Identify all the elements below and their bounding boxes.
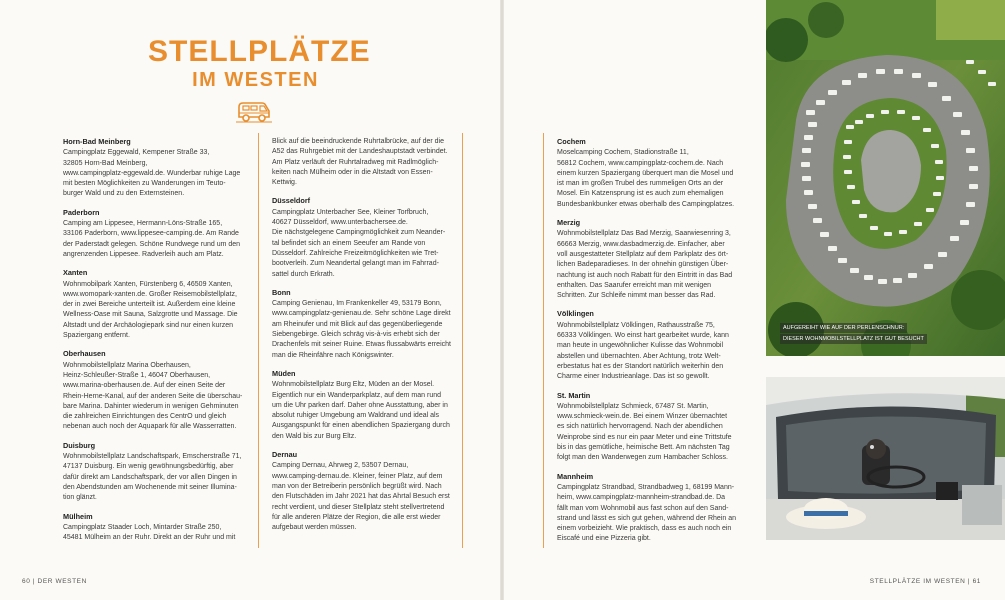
entry-text: Wohnmobilstellplatz Marina Oberhausen, Heinz-Schleußer-Straße 1, 46047 Oberhausen, www.marina-oberhausen.de. Auf der einen Seite der Rhein-Herne-Kanal, auf der anderen Seite die überschau- bare Marina. Dahinter wiederum in wenigen Gehminuten die zahlreichen Einrichtungen des CentrO und gleich nebenan auch noch der Aquapark für alle Wasserratten.: [63, 361, 243, 431]
caption-line-1: AUFGEREIHT WIE AUF DER PERLENSCHNUR:: [780, 323, 907, 333]
entry-heading: Mülheim: [63, 511, 93, 521]
page-title: [148, 35, 371, 92]
title-line-2: IM WESTEN: [192, 69, 319, 91]
entry-text: Camping Genienau, Im Frankenkeller 49, 53179 Bonn, www.campingplatz-genienau.de. Sehr schöne Lage direkt am Rheinufer und mit Blick auf das gegenüberliegende Siebengebirge. Gleich schräg vis-à-vis erhebt sich der Drachenfels mit seiner Ruine. Etwas flussabwärts erreicht man die Rheinfähre nach Königswinter.: [272, 300, 451, 359]
entry-mueden: [272, 369, 452, 442]
entry-heading: Horn-Bad Meinberg: [63, 137, 131, 146]
entry-heading: Merzig: [557, 218, 581, 228]
text-column-1: [63, 137, 248, 551]
entry-text: Blick auf die beeindruckende Ruhrtalbrücke, auf der die A52 das Ruhrgebiet mit der Landeshauptstadt verbindet. Am Platz verläuft der Ruhrtalradweg mit Radlmöglich- keiten nach Mülheim oder in die Altstadt von Essen- Kettwig.: [272, 138, 448, 187]
entry-bonn: [272, 288, 452, 361]
entry-text: Campingplatz Staader Loch, Mintarder Straße 250, 45481 Mülheim an der Ruhr. Direkt an der Ruhr und mit: [63, 523, 236, 542]
entry-heading: Paderborn: [63, 207, 100, 217]
entry-merzig: [557, 218, 744, 301]
text-column-3: [557, 137, 744, 553]
entry-mannheim: [557, 472, 744, 545]
entry-text: Campingplatz Unterbacher See, Kleiner Torfbruch, 40627 Düsseldorf, www.unterbachersee.de. Die nächstgelegene Campingmöglichkeit zum Neander- tal befindet sich an einem Seeufer am Rande von Düsseldorf. Zahlreiche Freizeitmöglichkeiten wie Tret- bootverleih. Zum Neandertal gelangt man im Fahrrad- sattel durch Erkrath.: [272, 208, 446, 278]
folio-left: 60 | DER WESTEN: [22, 578, 87, 585]
column-divider: [543, 133, 544, 548]
book-gutter: [500, 0, 504, 600]
entry-heading: St. Martin: [557, 390, 591, 400]
camper-van-icon: [236, 99, 272, 125]
entry-horn-bad-meinberg: [63, 137, 248, 200]
entry-cochem: [557, 137, 744, 210]
entry-voelklingen: [557, 309, 744, 382]
folio-right: STELLPLÄTZE IM WESTEN | 61: [869, 578, 981, 585]
entry-heading: Duisburg: [63, 440, 96, 450]
entry-text: Camping Dernau, Ahrweg 2, 53507 Dernau, www.camping-dernau.de. Kleiner, feiner Platz, auf dem man von der Betreiberin persönlich begrüßt wird. Nach den Flutschäden im Jahr 2021 hat das Ahrtal Besuch erst recht verdient, und dieser Stellplatz steht stellvertretend für alle anderen Plätze der Region, die alle erst wieder aufgebaut werden müssen.: [272, 462, 450, 532]
entry-heading: Völklingen: [557, 309, 594, 319]
entry-text: Wohnmobilstellplatz Schmieck, 67487 St. Martin, www.schmieck-wein.de. Bei einem Winzer übernachtet es sich natürlich hervorragend. Nach der abendlichen Weinprobe sind es nur ein paar Meter und eine Trittstufe bis in das gemütliche, heimische Bett. Am nächsten Tag folgt man den Wanderwegen zum Hambacher Schloss.: [557, 402, 732, 462]
photo-caption: [780, 323, 927, 345]
entry-heading: Oberhausen: [63, 349, 106, 359]
entry-heading: Xanten: [63, 268, 88, 278]
entry-dernau: [272, 450, 452, 533]
entry-muelheim: [63, 512, 248, 544]
entry-text: Wohnmobilpark Xanten, Fürstenberg 6, 46509 Xanten, www.womopark-xanten.de. Großer Reisemobilstellplatz, der in zwei Bereiche unterteilt ist. Außerdem eine kleine Wellness-Oase mit Sauna, Salzgrotte und Massage. Die Altstadt und der Archäologiepark sind nur einen kurzen Spaziergang entfernt.: [63, 280, 238, 340]
entry-duesseldorf: [272, 196, 452, 279]
camper-cab-photo: [766, 377, 1005, 540]
column-divider: [462, 133, 463, 548]
entry-paderborn: [63, 208, 248, 260]
entry-text: Wohnmobilstellplatz Landschaftspark, Emscherstraße 71, 47137 Duisburg. Ein wenig gewöhnungsbedürftig, aber dafür direkt am Landschaftspark, der vor allen Dingen in den Abendstunden am Wochenende mit seiner Illumina- tion glänzt.: [63, 453, 242, 502]
entry-heading: Bonn: [272, 287, 291, 297]
entry-text: Wohnmobilstellplatz Völklingen, Rathausstraße 75, 66333 Völklingen. Wo einst hart gearbeitet wurde, kann man heute in ungewöhnlicher Kulisse das Wohnmobil abstellen und übernachten. Aber Achtung, trotz Welt- erbestatus hat es der Standort natürlich weiterhin den Charme einer Industrieanlage. Das ist so gewollt.: [557, 321, 729, 381]
entry-heading: Mannheim: [557, 471, 594, 481]
entry-xanten: [63, 268, 248, 341]
entry-text: Campingplatz Eggewald, Kempener Straße 33, 32805 Horn-Bad Meinberg, www.campingplatz-eggewald.de. Wunderbar ruhige Lage mit besten Möglichkeiten zu Wanderungen im Teuto- burger Wald und zu den Externsteinen.: [63, 149, 241, 198]
column-divider: [258, 133, 259, 548]
entry-heading: Düsseldorf: [272, 196, 311, 206]
entry-st-martin: [557, 391, 744, 464]
entry-heading: Müden: [272, 368, 296, 378]
entry-muelheim-continued: [272, 137, 452, 188]
entry-duisburg: [63, 441, 248, 504]
entry-text: Moselcamping Cochem, Stadionstraße 11, 56812 Cochem, www.campingplatz-cochem.de. Nach einem kurzen Spaziergang überquert man die Mosel und ist man im großen Trubel des rummeligen Orts an der Mosel. Ein Katzensprung ist es auch zum ehemaligen Bundesbankbunker etwas oberhalb des Campingplatzes.: [557, 149, 735, 208]
entry-text: Campingplatz Strandbad, Strandbadweg 1, 68199 Mann- heim, www.campingplatz-mannheim-strandbad.de. Da fällt man vom Wohnmobil aus fast schon auf den Sand- strand und lässt es sich gut gehen, während der Rhein an einem vorbeizieht. Wie praktisch, dass es auch noch ein Eiscafé und eine Pizzeria gibt.: [557, 483, 737, 543]
aerial-campsite-photo: [766, 0, 1005, 356]
text-column-2: [272, 137, 452, 541]
entry-heading: Cochem: [557, 137, 586, 146]
entry-oberhausen: [63, 349, 248, 432]
entry-heading: Dernau: [272, 450, 298, 460]
entry-text: Wohnmobilstellplatz Das Bad Merzig, Saarwiesenring 3, 66663 Merzig, www.dasbadmerzig.de. Einfacher, aber voll ausgestatteter Stellplatz auf dem Parkplatz des ört- lichen Badeparadieses. In der ohnehin günstigen Über- nachtung ist auch noch Rabatt für den Eintritt in das Bad enthalten. Das Saarufer erreicht man mit wenigen Schritten. Zur Schleife nimmt man besser das Rad.: [557, 230, 733, 300]
caption-line-2: DIESER WOHNMOBILSTELLPLATZ IST GUT BESUCHT: [780, 334, 927, 344]
entry-text: Wohnmobilstellplatz Burg Eltz, Müden an der Mosel. Eigentlich nur ein Wanderparkplatz, auf dem man rund um die Uhr parken darf. Daher ohne Ausstattung, aber in absolut ruhiger Umgebung am Waldrand und ideal als Ausgangspunkt für einen abendlichen Spaziergang durch den Wald bis zur Burg Eltz.: [272, 381, 450, 440]
entry-text: Camping am Lippesee, Hermann-Löns-Straße 165, 33106 Paderborn, www.lippesee-camping.de. Am Rande der Paderstadt gelegen. Schöne Rundwege rund um den angrenzenden Lippesee. Radverleih auch am Platz.: [63, 220, 241, 258]
title-line-1: STELLPLÄTZE: [148, 35, 371, 68]
